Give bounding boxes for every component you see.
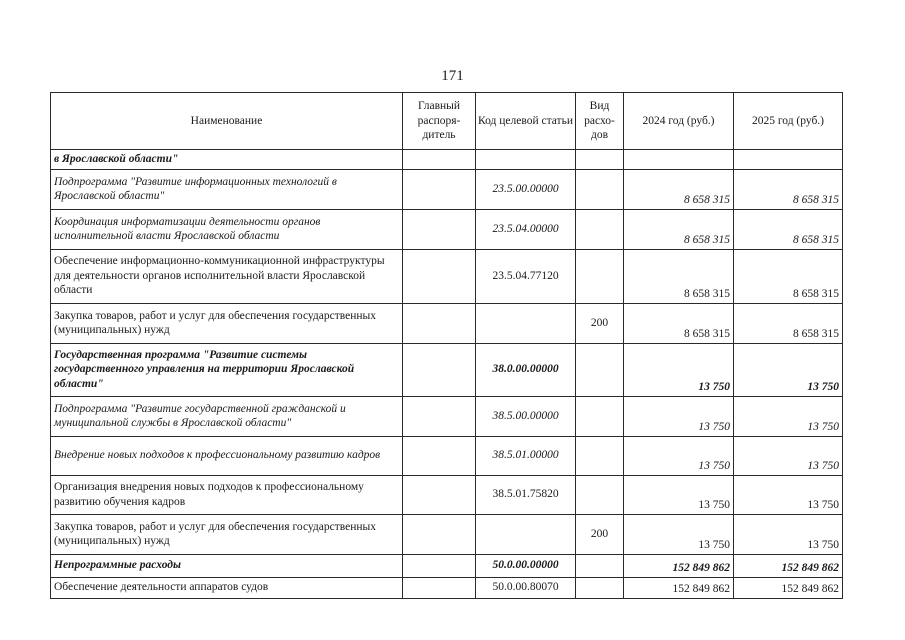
table-row xyxy=(51,304,843,344)
table-row xyxy=(51,437,843,476)
table-row xyxy=(51,578,843,599)
row-amount-2025: 13 750 xyxy=(734,437,843,476)
row-amount-2024: 13 750 xyxy=(624,476,734,515)
header-name: Наименование xyxy=(51,93,403,150)
row-name: в Ярославской области" xyxy=(51,150,403,170)
row-amount-2024: 13 750 xyxy=(624,397,734,437)
table-row xyxy=(51,515,843,555)
row-expense-kind xyxy=(576,250,624,304)
row-manager xyxy=(403,150,476,170)
row-amount-2025 xyxy=(734,150,843,170)
row-amount-2024: 152 849 862 xyxy=(624,578,734,599)
row-amount-2024: 13 750 xyxy=(624,515,734,555)
row-target-code: 38.5.01.75820 xyxy=(476,476,576,515)
row-target-code: 38.5.00.00000 xyxy=(476,397,576,437)
row-expense-kind xyxy=(576,210,624,250)
row-expense-kind xyxy=(576,397,624,437)
row-expense-kind xyxy=(576,578,624,599)
row-amount-2025: 8 658 315 xyxy=(734,304,843,344)
row-manager xyxy=(403,555,476,578)
row-amount-2025: 152 849 862 xyxy=(734,578,843,599)
row-manager xyxy=(403,170,476,210)
row-expense-kind xyxy=(576,344,624,397)
row-expense-kind xyxy=(576,150,624,170)
row-expense-kind: 200 xyxy=(576,515,624,555)
header-manager: Главный распоря-дитель xyxy=(403,93,476,150)
row-target-code: 38.5.01.00000 xyxy=(476,437,576,476)
header-target-code: Код целевой статьи xyxy=(476,93,576,150)
row-manager xyxy=(403,304,476,344)
row-amount-2024: 8 658 315 xyxy=(624,210,734,250)
row-name: Государственная программа "Развитие системы государственного управления на территории Ярославской области" xyxy=(51,344,403,397)
row-amount-2025: 8 658 315 xyxy=(734,250,843,304)
row-manager xyxy=(403,210,476,250)
row-amount-2025: 13 750 xyxy=(734,344,843,397)
table-row xyxy=(51,210,843,250)
row-manager xyxy=(403,344,476,397)
row-expense-kind xyxy=(576,437,624,476)
table-row xyxy=(51,476,843,515)
row-name: Обеспечение информационно-коммуникационной инфраструктуры для деятельности органов исполнительной власти Ярославской области xyxy=(51,250,403,304)
row-name: Обеспечение деятельности аппаратов судов xyxy=(51,578,403,599)
row-amount-2024: 13 750 xyxy=(624,437,734,476)
row-name: Внедрение новых подходов к профессиональному развитию кадров xyxy=(51,437,403,476)
row-expense-kind xyxy=(576,555,624,578)
row-amount-2025: 13 750 xyxy=(734,476,843,515)
row-name: Организация внедрения новых подходов к профессиональному развитию обучения кадров xyxy=(51,476,403,515)
row-target-code xyxy=(476,515,576,555)
row-manager xyxy=(403,476,476,515)
row-target-code xyxy=(476,150,576,170)
table-row xyxy=(51,250,843,304)
table-row xyxy=(51,170,843,210)
row-manager xyxy=(403,250,476,304)
row-amount-2024: 13 750 xyxy=(624,344,734,397)
header-year-2025: 2025 год (руб.) xyxy=(734,93,843,150)
row-name: Закупка товаров, работ и услуг для обеспечения государственных (муниципальных) нужд xyxy=(51,515,403,555)
header-year-2024: 2024 год (руб.) xyxy=(624,93,734,150)
row-target-code: 38.0.00.00000 xyxy=(476,344,576,397)
row-expense-kind xyxy=(576,170,624,210)
row-manager xyxy=(403,515,476,555)
row-amount-2024 xyxy=(624,150,734,170)
row-target-code: 50.0.00.80070 xyxy=(476,578,576,599)
header-expense-kind: Вид расхо-дов xyxy=(576,93,624,150)
row-name: Непрограммные расходы xyxy=(51,555,403,578)
row-expense-kind: 200 xyxy=(576,304,624,344)
page-number: 171 xyxy=(441,68,464,84)
row-manager xyxy=(403,578,476,599)
row-amount-2025: 152 849 862 xyxy=(734,555,843,578)
row-amount-2025: 8 658 315 xyxy=(734,170,843,210)
table-row xyxy=(51,397,843,437)
table-header-row xyxy=(51,93,843,150)
row-amount-2024: 152 849 862 xyxy=(624,555,734,578)
row-manager xyxy=(403,437,476,476)
table-row xyxy=(51,344,843,397)
row-target-code: 23.5.00.00000 xyxy=(476,170,576,210)
row-amount-2025: 13 750 xyxy=(734,397,843,437)
table-row xyxy=(51,150,843,170)
row-amount-2024: 8 658 315 xyxy=(624,250,734,304)
row-amount-2024: 8 658 315 xyxy=(624,304,734,344)
table-row xyxy=(51,555,843,578)
row-target-code: 50.0.00.00000 xyxy=(476,555,576,578)
row-name: Подпрограмма "Развитие государственной гражданской и муниципальной службы в Ярославской области" xyxy=(51,397,403,437)
budget-table xyxy=(50,92,843,599)
row-name: Координация информатизации деятельности органов исполнительной власти Ярославской области xyxy=(51,210,403,250)
row-manager xyxy=(403,397,476,437)
row-target-code: 23.5.04.00000 xyxy=(476,210,576,250)
row-target-code: 23.5.04.77120 xyxy=(476,250,576,304)
row-name: Подпрограмма "Развитие информационных технологий в Ярославской области" xyxy=(51,170,403,210)
row-amount-2025: 13 750 xyxy=(734,515,843,555)
row-name: Закупка товаров, работ и услуг для обеспечения государственных (муниципальных) нужд xyxy=(51,304,403,344)
row-expense-kind xyxy=(576,476,624,515)
row-amount-2024: 8 658 315 xyxy=(624,170,734,210)
row-target-code xyxy=(476,304,576,344)
row-amount-2025: 8 658 315 xyxy=(734,210,843,250)
